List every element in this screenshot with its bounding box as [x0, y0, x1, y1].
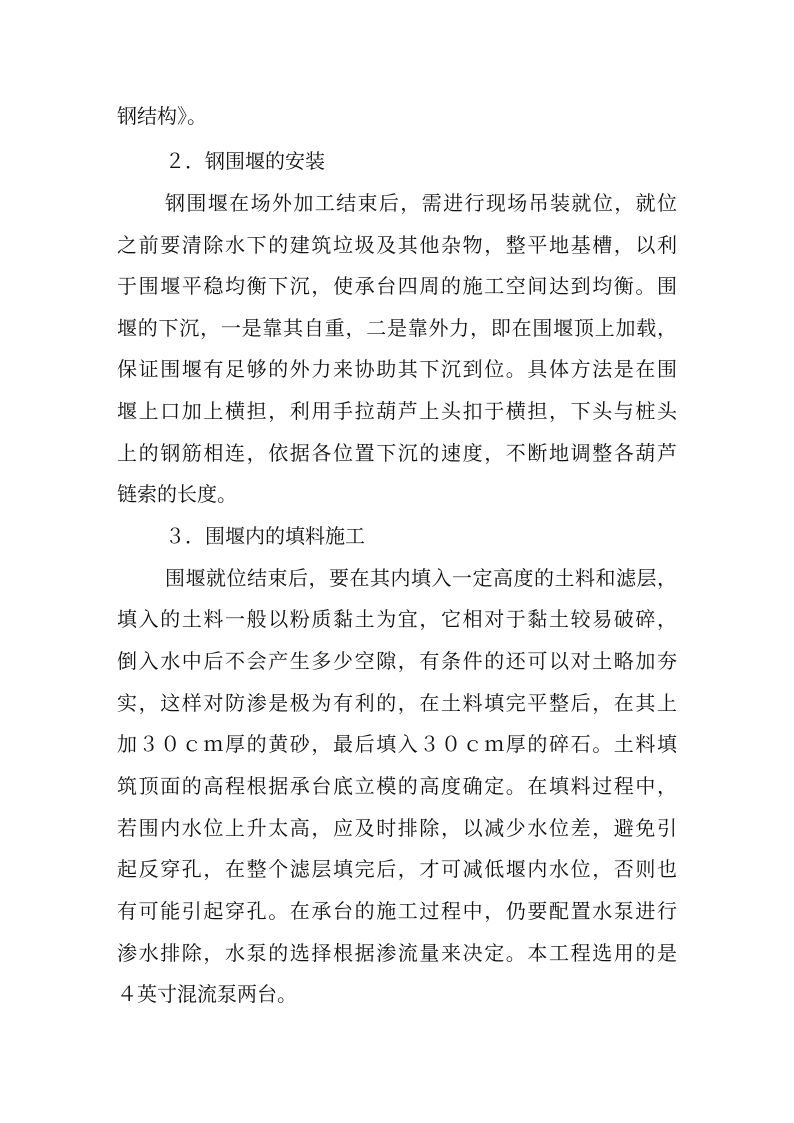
- text-line: 堰的下沉，一是靠其自重，二是靠外力，即在围堰顶上加载，: [117, 316, 677, 340]
- text-line: 倒入水中后不会产生多少空隙，有条件的还可以对土略加夯: [117, 649, 677, 673]
- text-line: 渗水排除，水泵的选择根据渗流量来决定。本工程选用的是: [117, 941, 677, 965]
- text-line: ４英寸混流泵两台。: [117, 982, 297, 1006]
- text-line: 筑顶面的高程根据承台底立模的高度确定。在填料过程中，: [117, 774, 677, 798]
- text-line: 链索的长度。: [117, 482, 237, 506]
- text-line: 上的钢筋相连，依据各位置下沉的速度，不断地调整各葫芦: [117, 441, 677, 465]
- text-line: 保证围堰有足够的外力来协助其下沉到位。具体方法是在围: [117, 357, 677, 381]
- text-line: 填入的土料一般以粉质黏土为宜，它相对于黏土较易破碎，: [117, 607, 677, 631]
- text-line: 加３０ｃｍ厚的黄砂，最后填入３０ｃｍ厚的碎石。土料填: [117, 732, 677, 756]
- text-line: 之前要清除水下的建筑垃圾及其他杂物，整平地基槽，以利: [117, 233, 677, 257]
- section-heading: ３．围堰内的填料施工: [165, 524, 365, 548]
- paragraph-first-line: 钢围堰在场外加工结束后，需进行现场吊装就位，就位: [165, 191, 677, 215]
- section-heading: ２．钢围堰的安装: [165, 149, 325, 173]
- paragraph-first-line: 围堰就位结束后，要在其内填入一定高度的土料和滤层，: [165, 566, 677, 590]
- text-line: 有可能引起穿孔。在承台的施工过程中，仍要配置水泵进行: [117, 899, 677, 923]
- text-line: 堰上口加上横担，利用手拉葫芦上头扣于横担，下头与桩头: [117, 399, 677, 423]
- text-line: 起反穿孔，在整个滤层填完后，才可减低堰内水位，否则也: [117, 857, 677, 881]
- text-line: 于围堰平稳均衡下沉，使承台四周的施工空间达到均衡。围: [117, 274, 677, 298]
- text-line: 实，这样对防渗是极为有利的，在土料填完平整后，在其上: [117, 691, 677, 715]
- text-line: 若围内水位上升太高，应及时排除，以减少水位差，避免引: [117, 816, 677, 840]
- text-line: 钢结构》。: [117, 104, 207, 128]
